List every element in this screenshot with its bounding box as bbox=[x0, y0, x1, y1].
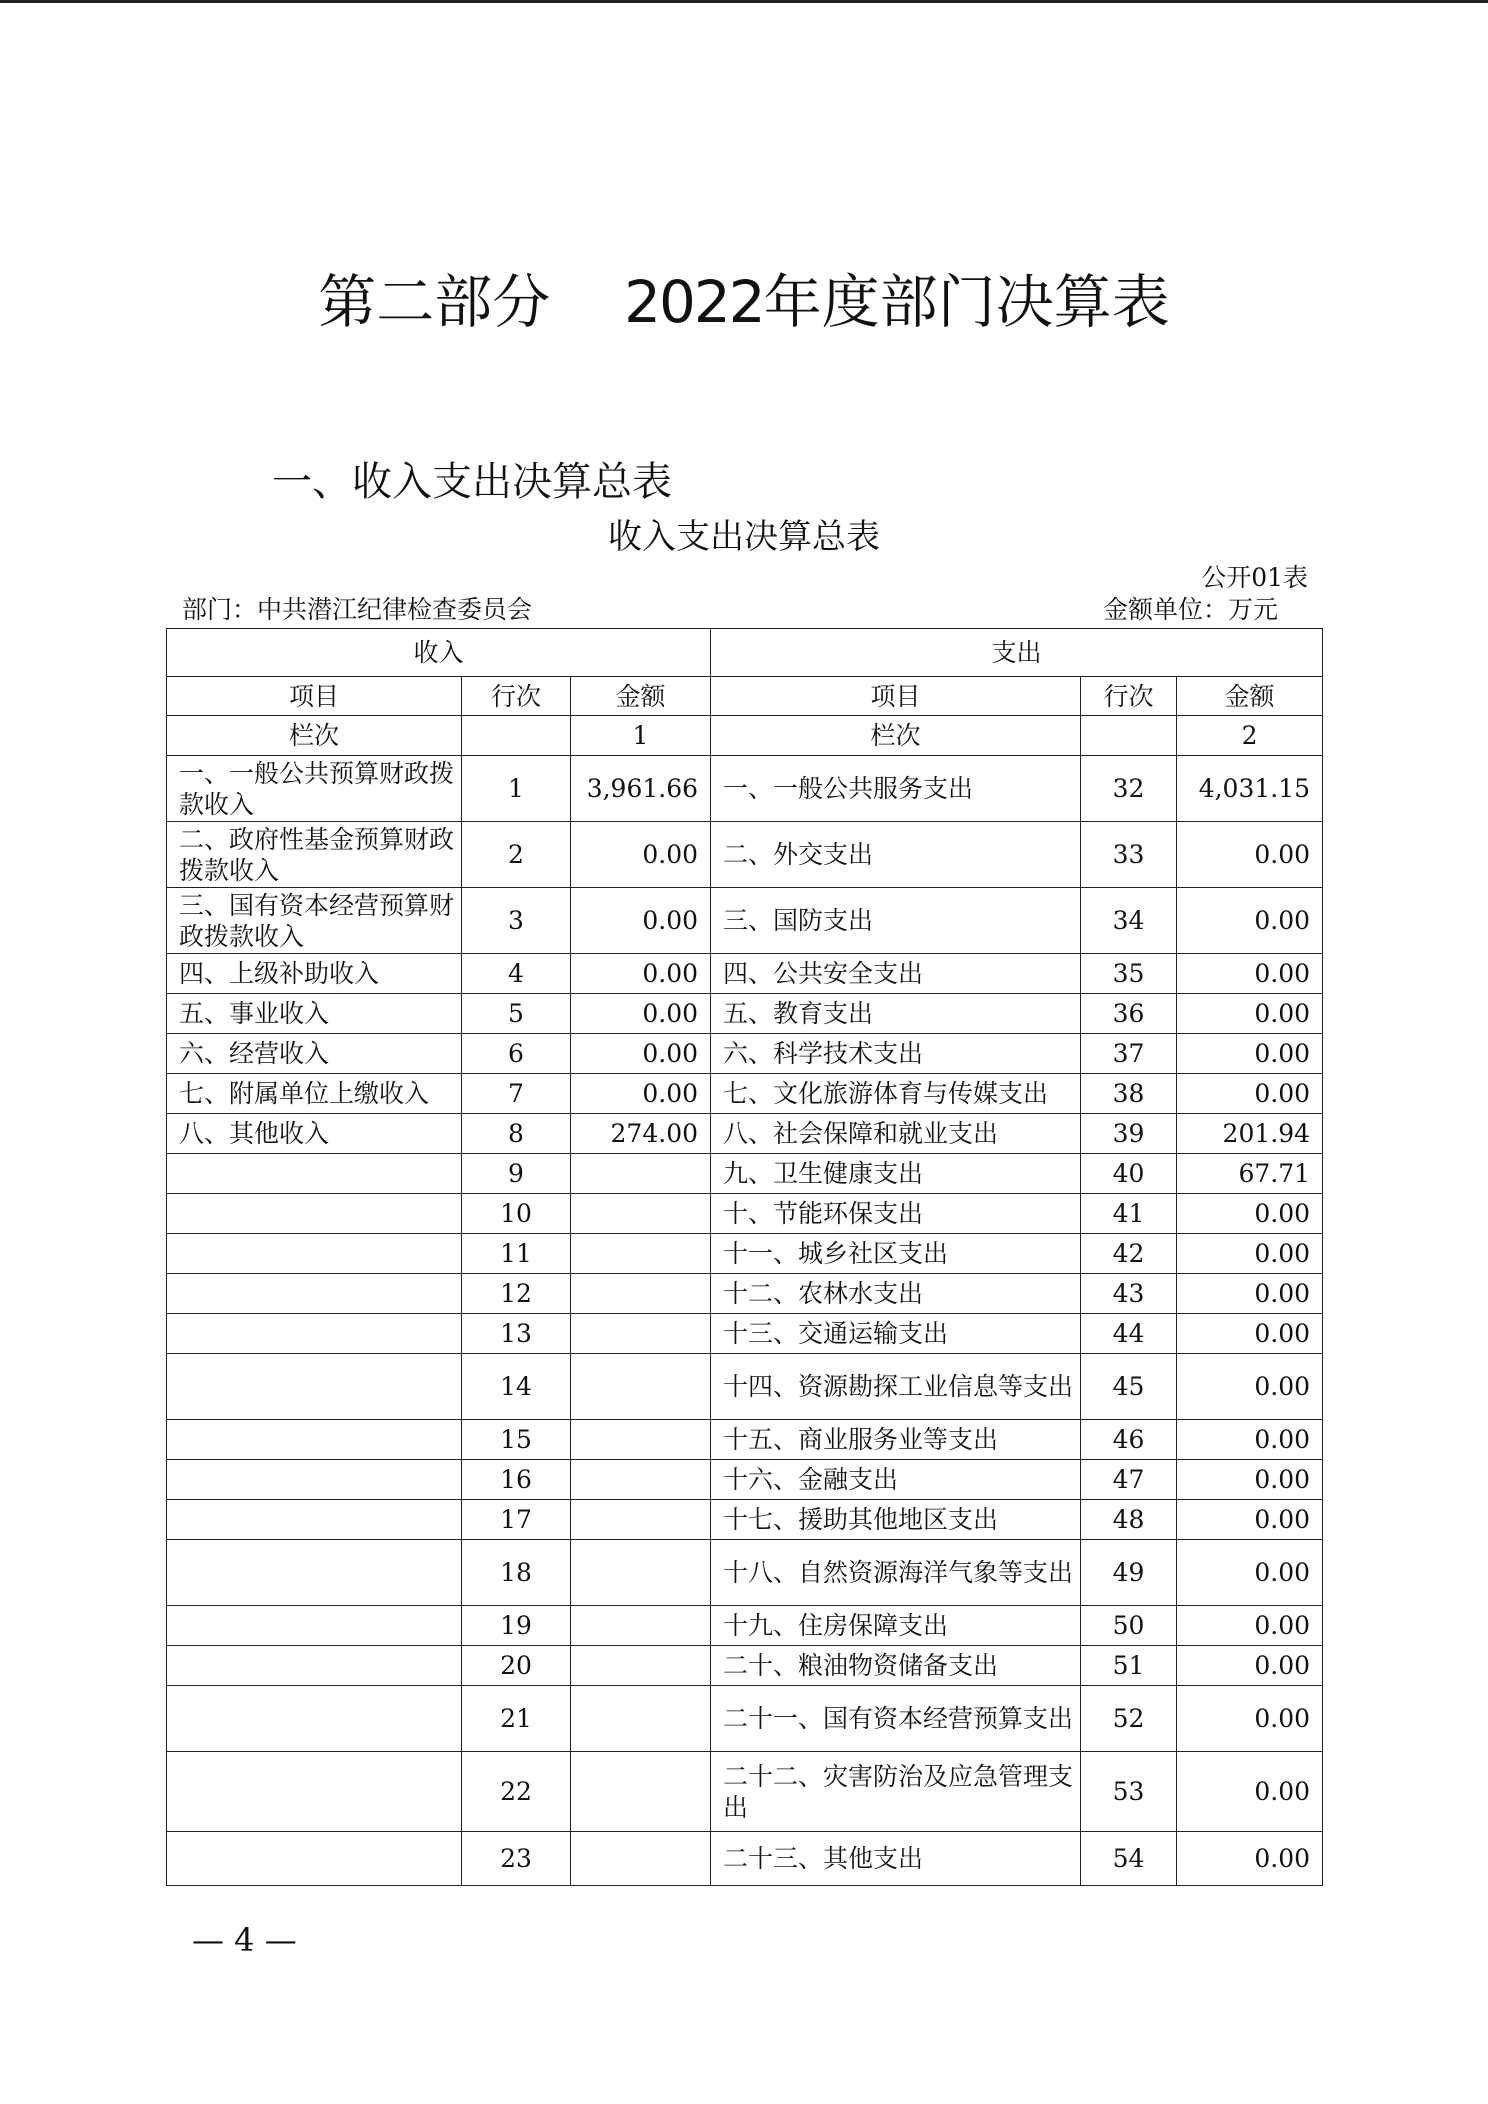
top-border-line bbox=[0, 0, 1488, 3]
table-row bbox=[167, 1114, 1323, 1154]
table-row bbox=[167, 756, 1323, 822]
table-row bbox=[167, 1646, 1323, 1686]
expense-index-label: 栏次 bbox=[711, 716, 1081, 756]
income-item-cell bbox=[167, 1646, 462, 1686]
income-line-cell: 19 bbox=[462, 1606, 571, 1646]
table-row bbox=[167, 1686, 1323, 1752]
income-line-cell: 14 bbox=[462, 1354, 571, 1420]
expense-item-cell: 七、文化旅游体育与传媒支出 bbox=[711, 1074, 1081, 1114]
table-row bbox=[167, 954, 1323, 994]
expense-item-cell: 一、一般公共服务支出 bbox=[711, 756, 1081, 822]
table-row bbox=[167, 1606, 1323, 1646]
income-line-cell: 8 bbox=[462, 1114, 571, 1154]
table-row bbox=[167, 1540, 1323, 1606]
title-rest: 年度部门决算表 bbox=[763, 268, 1170, 336]
income-amount-cell bbox=[571, 1234, 711, 1274]
expense-amount-cell: 0.00 bbox=[1177, 1686, 1323, 1752]
expense-index-blank bbox=[1081, 716, 1177, 756]
income-amount-cell bbox=[571, 1752, 711, 1832]
expense-group-header: 支出 bbox=[711, 629, 1323, 677]
expense-item-cell: 十二、农林水支出 bbox=[711, 1274, 1081, 1314]
income-item-cell bbox=[167, 1194, 462, 1234]
expense-line-cell: 38 bbox=[1081, 1074, 1177, 1114]
expense-amount-cell: 0.00 bbox=[1177, 1314, 1323, 1354]
income-line-cell: 10 bbox=[462, 1194, 571, 1234]
expense-item-cell: 十、节能环保支出 bbox=[711, 1194, 1081, 1234]
expense-amount-cell: 0.00 bbox=[1177, 1074, 1323, 1114]
expense-amount-cell: 67.71 bbox=[1177, 1154, 1323, 1194]
income-item-cell: 一、一般公共预算财政拨款收入 bbox=[167, 756, 462, 822]
column-index-row bbox=[167, 716, 1323, 756]
income-line-cell: 23 bbox=[462, 1832, 571, 1886]
income-item-cell bbox=[167, 1752, 462, 1832]
income-group-header: 收入 bbox=[167, 629, 711, 677]
expense-item-cell: 八、社会保障和就业支出 bbox=[711, 1114, 1081, 1154]
expense-item-cell: 二十一、国有资本经营预算支出 bbox=[711, 1686, 1081, 1752]
expense-amount-cell: 0.00 bbox=[1177, 1354, 1323, 1420]
expense-amount-cell: 0.00 bbox=[1177, 1540, 1323, 1606]
income-item-cell bbox=[167, 1420, 462, 1460]
expense-item-cell: 二十、粮油物资储备支出 bbox=[711, 1646, 1081, 1686]
table-row bbox=[167, 1274, 1323, 1314]
expense-index-value: 2 bbox=[1177, 716, 1323, 756]
income-item-cell: 六、经营收入 bbox=[167, 1034, 462, 1074]
income-item-cell: 三、国有资本经营预算财政拨款收入 bbox=[167, 888, 462, 954]
expense-line-cell: 45 bbox=[1081, 1354, 1177, 1420]
expense-amount-cell: 0.00 bbox=[1177, 1606, 1323, 1646]
expense-line-cell: 50 bbox=[1081, 1606, 1177, 1646]
expense-line-cell: 34 bbox=[1081, 888, 1177, 954]
title-year: 2022 bbox=[624, 268, 764, 336]
expense-line-cell: 35 bbox=[1081, 954, 1177, 994]
table-row bbox=[167, 1460, 1323, 1500]
expense-line-cell: 52 bbox=[1081, 1686, 1177, 1752]
form-code: 公开01表 bbox=[1201, 563, 1308, 592]
page-title bbox=[0, 262, 1488, 342]
income-amount-cell bbox=[571, 1832, 711, 1886]
expense-line-header: 行次 bbox=[1081, 677, 1177, 716]
expense-item-cell: 十七、援助其他地区支出 bbox=[711, 1500, 1081, 1540]
income-amount-cell bbox=[571, 1274, 711, 1314]
group-header-row bbox=[167, 629, 1323, 677]
expense-line-cell: 46 bbox=[1081, 1420, 1177, 1460]
expense-line-cell: 42 bbox=[1081, 1234, 1177, 1274]
income-line-cell: 9 bbox=[462, 1154, 571, 1194]
income-line-cell: 18 bbox=[462, 1540, 571, 1606]
table-row bbox=[167, 1074, 1323, 1114]
expense-item-cell: 九、卫生健康支出 bbox=[711, 1154, 1081, 1194]
expense-item-cell: 二、外交支出 bbox=[711, 822, 1081, 888]
expense-line-cell: 37 bbox=[1081, 1034, 1177, 1074]
expense-amount-cell: 0.00 bbox=[1177, 1460, 1323, 1500]
expense-item-cell: 十九、住房保障支出 bbox=[711, 1606, 1081, 1646]
income-item-cell bbox=[167, 1832, 462, 1886]
income-line-cell: 16 bbox=[462, 1460, 571, 1500]
income-line-cell: 11 bbox=[462, 1234, 571, 1274]
expense-amount-cell: 0.00 bbox=[1177, 1234, 1323, 1274]
income-amount-cell: 3,961.66 bbox=[571, 756, 711, 822]
expense-item-cell: 二十二、灾害防治及应急管理支出 bbox=[711, 1752, 1081, 1832]
expense-item-cell: 十四、资源勘探工业信息等支出 bbox=[711, 1354, 1081, 1420]
expense-amount-cell: 0.00 bbox=[1177, 1420, 1323, 1460]
income-amount-cell bbox=[571, 1314, 711, 1354]
expense-line-cell: 40 bbox=[1081, 1154, 1177, 1194]
expense-item-cell: 十六、金融支出 bbox=[711, 1460, 1081, 1500]
table-row bbox=[167, 1354, 1323, 1420]
expense-line-cell: 39 bbox=[1081, 1114, 1177, 1154]
income-amount-cell bbox=[571, 1154, 711, 1194]
income-amount-cell bbox=[571, 1540, 711, 1606]
expense-item-cell: 十三、交通运输支出 bbox=[711, 1314, 1081, 1354]
income-amount-header: 金额 bbox=[571, 677, 711, 716]
expense-item-cell: 十五、商业服务业等支出 bbox=[711, 1420, 1081, 1460]
table-row bbox=[167, 1194, 1323, 1234]
expense-line-cell: 32 bbox=[1081, 756, 1177, 822]
income-amount-cell bbox=[571, 1500, 711, 1540]
income-item-cell: 五、事业收入 bbox=[167, 994, 462, 1034]
income-line-cell: 20 bbox=[462, 1646, 571, 1686]
table-row bbox=[167, 1752, 1323, 1832]
income-item-cell bbox=[167, 1540, 462, 1606]
expense-line-cell: 43 bbox=[1081, 1274, 1177, 1314]
table-row bbox=[167, 1034, 1323, 1074]
income-line-cell: 12 bbox=[462, 1274, 571, 1314]
table-row bbox=[167, 888, 1323, 954]
income-amount-cell bbox=[571, 1686, 711, 1752]
expense-amount-cell: 0.00 bbox=[1177, 1832, 1323, 1886]
income-line-cell: 17 bbox=[462, 1500, 571, 1540]
income-index-blank bbox=[462, 716, 571, 756]
income-expense-table bbox=[166, 628, 1323, 1886]
income-item-cell bbox=[167, 1686, 462, 1752]
income-amount-cell: 0.00 bbox=[571, 994, 711, 1034]
table-row bbox=[167, 1832, 1323, 1886]
expense-item-cell: 十一、城乡社区支出 bbox=[711, 1234, 1081, 1274]
expense-amount-cell: 0.00 bbox=[1177, 1500, 1323, 1540]
expense-amount-cell: 0.00 bbox=[1177, 1274, 1323, 1314]
income-line-cell: 4 bbox=[462, 954, 571, 994]
income-index-label: 栏次 bbox=[167, 716, 462, 756]
expense-line-cell: 41 bbox=[1081, 1194, 1177, 1234]
income-amount-cell bbox=[571, 1420, 711, 1460]
income-item-cell: 四、上级补助收入 bbox=[167, 954, 462, 994]
table-row bbox=[167, 822, 1323, 888]
income-amount-cell bbox=[571, 1460, 711, 1500]
table-row bbox=[167, 1420, 1323, 1460]
income-amount-cell bbox=[571, 1194, 711, 1234]
income-amount-cell bbox=[571, 1354, 711, 1420]
expense-line-cell: 51 bbox=[1081, 1646, 1177, 1686]
expense-item-cell: 十八、自然资源海洋气象等支出 bbox=[711, 1540, 1081, 1606]
income-item-cell bbox=[167, 1274, 462, 1314]
page-number: — 4 — bbox=[192, 1921, 297, 1959]
expense-amount-cell: 0.00 bbox=[1177, 954, 1323, 994]
income-item-cell bbox=[167, 1460, 462, 1500]
income-line-cell: 22 bbox=[462, 1752, 571, 1832]
income-item-cell bbox=[167, 1314, 462, 1354]
table-row bbox=[167, 1154, 1323, 1194]
income-item-cell bbox=[167, 1154, 462, 1194]
income-item-cell: 二、政府性基金预算财政拨款收入 bbox=[167, 822, 462, 888]
department-label: 部门：中共潜江纪律检查委员会 bbox=[182, 595, 533, 624]
section-heading: 一、收入支出决算总表 bbox=[272, 459, 672, 505]
income-amount-cell: 0.00 bbox=[571, 1034, 711, 1074]
expense-line-cell: 53 bbox=[1081, 1752, 1177, 1832]
expense-amount-cell: 0.00 bbox=[1177, 888, 1323, 954]
income-amount-cell: 274.00 bbox=[571, 1114, 711, 1154]
income-amount-cell bbox=[571, 1646, 711, 1686]
income-amount-cell: 0.00 bbox=[571, 822, 711, 888]
income-line-cell: 3 bbox=[462, 888, 571, 954]
expense-amount-cell: 0.00 bbox=[1177, 1646, 1323, 1686]
income-item-cell: 七、附属单位上缴收入 bbox=[167, 1074, 462, 1114]
expense-item-header: 项目 bbox=[711, 677, 1081, 716]
expense-line-cell: 44 bbox=[1081, 1314, 1177, 1354]
column-header-row bbox=[167, 677, 1323, 716]
income-item-cell bbox=[167, 1606, 462, 1646]
expense-item-cell: 六、科学技术支出 bbox=[711, 1034, 1081, 1074]
table-row bbox=[167, 994, 1323, 1034]
expense-amount-header: 金额 bbox=[1177, 677, 1323, 716]
expense-amount-cell: 201.94 bbox=[1177, 1114, 1323, 1154]
expense-item-cell: 二十三、其他支出 bbox=[711, 1832, 1081, 1886]
income-line-header: 行次 bbox=[462, 677, 571, 716]
expense-line-cell: 36 bbox=[1081, 994, 1177, 1034]
income-item-header: 项目 bbox=[167, 677, 462, 716]
income-line-cell: 21 bbox=[462, 1686, 571, 1752]
income-item-cell bbox=[167, 1500, 462, 1540]
expense-line-cell: 49 bbox=[1081, 1540, 1177, 1606]
income-line-cell: 13 bbox=[462, 1314, 571, 1354]
table-row bbox=[167, 1234, 1323, 1274]
expense-item-cell: 五、教育支出 bbox=[711, 994, 1081, 1034]
expense-line-cell: 48 bbox=[1081, 1500, 1177, 1540]
income-item-cell bbox=[167, 1234, 462, 1274]
income-amount-cell: 0.00 bbox=[571, 1074, 711, 1114]
income-line-cell: 5 bbox=[462, 994, 571, 1034]
income-line-cell: 7 bbox=[462, 1074, 571, 1114]
expense-amount-cell: 0.00 bbox=[1177, 1194, 1323, 1234]
income-line-cell: 1 bbox=[462, 756, 571, 822]
expense-line-cell: 33 bbox=[1081, 822, 1177, 888]
income-index-value: 1 bbox=[571, 716, 711, 756]
expense-item-cell: 三、国防支出 bbox=[711, 888, 1081, 954]
expense-amount-cell: 4,031.15 bbox=[1177, 756, 1323, 822]
income-amount-cell: 0.00 bbox=[571, 888, 711, 954]
expense-amount-cell: 0.00 bbox=[1177, 994, 1323, 1034]
title-part: 第二部分 bbox=[318, 268, 551, 336]
income-line-cell: 6 bbox=[462, 1034, 571, 1074]
table-row bbox=[167, 1500, 1323, 1540]
table-row bbox=[167, 1314, 1323, 1354]
amount-unit-label: 金额单位：万元 bbox=[1102, 595, 1278, 624]
expense-line-cell: 54 bbox=[1081, 1832, 1177, 1886]
income-line-cell: 15 bbox=[462, 1420, 571, 1460]
expense-amount-cell: 0.00 bbox=[1177, 1752, 1323, 1832]
income-amount-cell bbox=[571, 1606, 711, 1646]
income-line-cell: 2 bbox=[462, 822, 571, 888]
table-title: 收入支出决算总表 bbox=[608, 517, 880, 557]
expense-item-cell: 四、公共安全支出 bbox=[711, 954, 1081, 994]
income-item-cell bbox=[167, 1354, 462, 1420]
expense-amount-cell: 0.00 bbox=[1177, 822, 1323, 888]
expense-amount-cell: 0.00 bbox=[1177, 1034, 1323, 1074]
income-amount-cell: 0.00 bbox=[571, 954, 711, 994]
income-item-cell: 八、其他收入 bbox=[167, 1114, 462, 1154]
expense-line-cell: 47 bbox=[1081, 1460, 1177, 1500]
